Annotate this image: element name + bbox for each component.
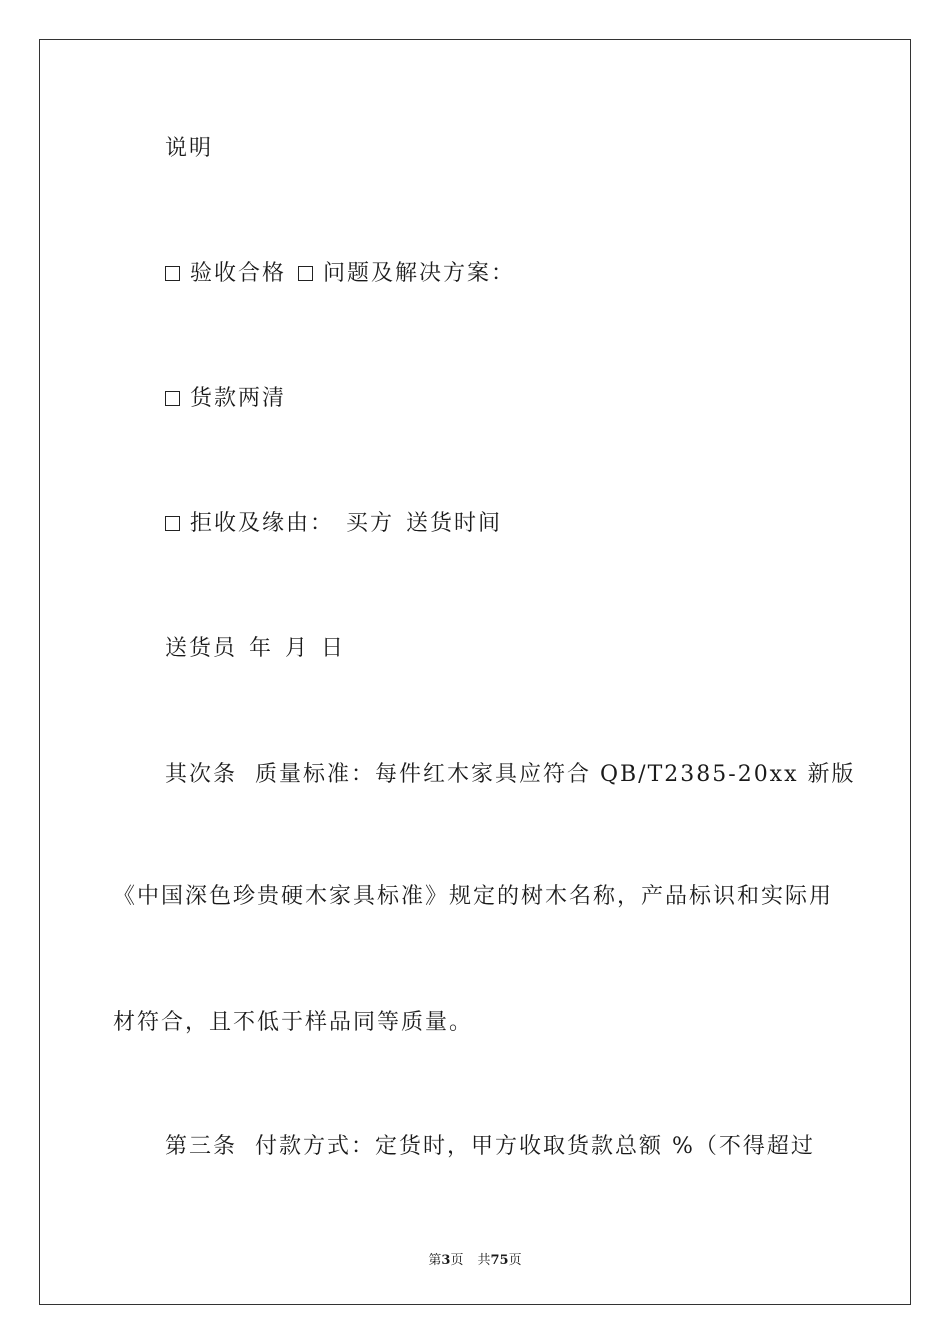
footer-page-suffix: 页 (450, 1253, 464, 1268)
footer-total-suffix: 页 (508, 1253, 522, 1268)
label-accepted: 验收合格 (190, 261, 287, 286)
text-line-delivery-person (165, 636, 345, 662)
checkbox-icon[interactable] (298, 266, 313, 281)
text-line-rejection (165, 511, 502, 537)
label-day: 日 (321, 636, 346, 661)
total-pages: 75 (490, 1253, 509, 1268)
label-delivery-person: 送货员 (165, 636, 238, 661)
label-buyer: 买方 (346, 511, 395, 536)
footer-total-prefix: 共 (477, 1253, 491, 1268)
page-footer (0, 1249, 950, 1268)
paragraph-quality-standard-end: 材符合，且不低于样品同等质量。 (113, 1010, 474, 1035)
label-rejection-reason: 拒收及缘由： (190, 511, 335, 536)
paragraph-payment-method: 第三条 付款方式：定货时，甲方收取货款总额 %（不得超过 (165, 1134, 815, 1159)
checkbox-icon[interactable] (165, 516, 180, 531)
label-issues-solution: 问题及解决方案： (323, 261, 516, 286)
checkbox-icon[interactable] (165, 266, 180, 281)
label-month: 月 (285, 636, 310, 661)
page-number: 3 (441, 1253, 451, 1268)
paragraph-quality-standard: 其次条 质量标准：每件红木家具应符合 QB/T2385-20xx 新版 (165, 762, 856, 787)
checkbox-icon[interactable] (165, 391, 180, 406)
paragraph-quality-standard-cont: 《中国深色珍贵硬木家具标准》规定的树木名称，产品标识和实际用 (113, 884, 834, 909)
text-line-explanation: 说明 (165, 136, 214, 161)
text-line-acceptance (165, 261, 515, 287)
text-line-payment-cleared (165, 386, 286, 412)
footer-prefix: 第 (428, 1253, 442, 1268)
page-border (39, 39, 911, 1305)
label-year: 年 (249, 636, 274, 661)
label-payment-cleared: 货款两清 (190, 386, 287, 411)
label-delivery-time: 送货时间 (406, 511, 503, 536)
